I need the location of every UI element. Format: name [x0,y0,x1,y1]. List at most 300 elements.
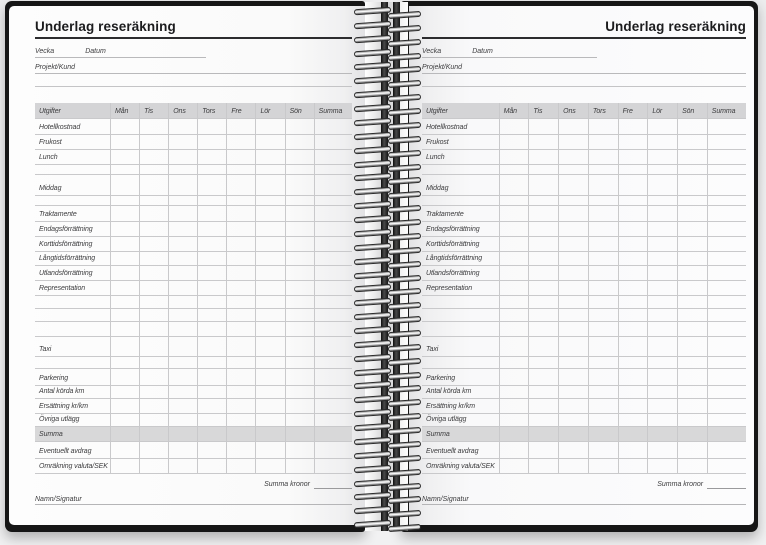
row-label: Utlandsförrättning [39,270,93,277]
day-cell [707,266,746,280]
day-cell [197,196,226,205]
spiral-wire-left [354,367,391,376]
day-cell [314,459,352,473]
spiral-wire-right [388,233,421,241]
table-row [422,459,746,474]
day-cell [168,296,197,308]
day-cell [618,135,648,149]
spiral-wire-left [354,326,391,335]
day-cell [499,222,529,236]
day-cell [314,266,352,280]
row-label-empty [35,296,110,308]
day-cell [677,150,707,164]
day-cell [707,175,746,195]
day-cell [618,237,648,251]
spiral-wire-left [354,21,391,30]
spiral-ring [351,20,425,34]
day-cell [168,281,197,295]
day-cell [197,165,226,174]
table-blank-row [35,309,352,322]
day-cell [528,357,558,368]
day-cell [647,206,677,221]
blank-writing-line [35,74,352,87]
spiral-ring [351,325,425,339]
day-cell [528,196,558,205]
row-label: Lunch [426,154,445,161]
spiral-wire-left [354,437,391,446]
day-cell [707,252,746,265]
day-cell [314,357,352,368]
day-cell [677,252,707,265]
day-cell [588,237,618,251]
day-cell [588,337,618,356]
spiral-wire-right [388,455,421,463]
spiral-wire-left [354,256,391,265]
table-header-row [35,103,352,119]
spiral-binding [351,0,425,545]
row-label-empty [35,165,110,174]
table-row [35,252,352,266]
spiral-ring [351,200,425,214]
spiral-wire-left [354,298,391,307]
table-row [422,135,746,150]
day-cell [226,266,255,280]
spiral-wire-right [388,150,421,158]
day-cell [499,165,529,174]
table-row [35,266,352,281]
day-cell [647,165,677,174]
day-cell [139,459,168,473]
spiral-wire-right [388,385,421,393]
day-cell [314,427,352,441]
day-cell [226,337,255,356]
day-cell [588,196,618,205]
day-cell [677,119,707,134]
day-cell [588,414,618,426]
day-cell [139,369,168,385]
spiral-wire-right [388,274,421,282]
spiral-wire-right [388,108,421,116]
day-cell [285,337,314,356]
day-cell [139,206,168,221]
day-cell [647,442,677,458]
spiral-ring [351,256,425,270]
day-cell [110,266,139,280]
day-cell [168,386,197,398]
spiral-wire-right [388,316,421,324]
day-cell [197,459,226,473]
spiral-wire-left [354,229,391,238]
day-cell [285,459,314,473]
day-cell [707,369,746,385]
week-date-line [35,47,206,58]
day-cell [139,135,168,149]
day-cell [588,459,618,473]
day-cell [618,196,648,205]
day-cell [314,222,352,236]
day-cell [168,266,197,280]
day-cell [255,135,284,149]
row-label: Övriga utlägg [39,416,80,423]
row-label-empty [35,322,110,336]
spiral-wire-right [388,247,421,255]
table-row [422,119,746,135]
spiral-ring [351,450,425,464]
day-cell [255,414,284,426]
day-cell [558,322,588,336]
spiral-ring [351,131,425,145]
day-cell [707,119,746,134]
day-cell [647,296,677,308]
spiral-wire-left [354,187,391,196]
day-cell [707,196,746,205]
day-cell [139,119,168,134]
day-cell [499,357,529,368]
day-cell [110,281,139,295]
day-cell [168,252,197,265]
spiral-wire-right [388,52,421,60]
row-label-empty [422,165,499,174]
table-row [422,252,746,266]
day-cell [168,119,197,134]
day-cell [677,206,707,221]
day-cell [255,427,284,441]
day-cell [707,296,746,308]
day-cell [707,150,746,164]
day-cell [618,459,648,473]
day-cell [314,165,352,174]
day-cell [168,322,197,336]
spiral-wire-right [388,524,421,532]
spiral-wire-right [388,427,421,435]
day-cell [499,135,529,149]
day-cell [139,386,168,398]
day-cell [314,337,352,356]
day-cell [618,150,648,164]
day-cell [197,357,226,368]
table-row [422,386,746,399]
day-cell [314,369,352,385]
day-cell [314,386,352,398]
spiral-ring [351,353,425,367]
spiral-wire-right [388,219,421,227]
spiral-wire-right [388,413,421,421]
day-cell [558,281,588,295]
day-cell [618,399,648,413]
table-blank-row [422,196,746,206]
row-label: Representation [39,285,86,292]
day-cell [139,281,168,295]
page-left [9,6,365,525]
day-cell [647,337,677,356]
day-cell [647,459,677,473]
day-cell [255,369,284,385]
day-cell [139,150,168,164]
day-cell [139,266,168,280]
day-cell [528,237,558,251]
spiral-ring [351,408,425,422]
day-cell [168,337,197,356]
day-cell [110,119,139,134]
day-cell [677,296,707,308]
spiral-ring [351,172,425,186]
day-cell [197,281,226,295]
day-cell [139,296,168,308]
spiral-wire-left [354,76,391,85]
day-cell [139,309,168,321]
row-label-empty [35,309,110,321]
day-cell [255,237,284,251]
day-cell [588,427,618,441]
row-label: Långtidsförrättning [426,255,483,262]
day-cell [285,357,314,368]
table-blank-row [35,196,352,206]
spiral-wire-left [354,395,391,404]
spiral-wire-right [388,358,421,366]
day-cell [647,322,677,336]
day-cell [588,165,618,174]
namn-signatur-line [422,492,746,505]
projekt-kund-line [422,63,746,74]
table-row [422,337,746,357]
day-cell [499,296,529,308]
table-blank-row [422,357,746,369]
day-cell [168,427,197,441]
row-label-empty [422,196,499,205]
spiral-wire-right [388,399,421,407]
day-cell [314,135,352,149]
day-cell [197,399,226,413]
day-cell [499,369,529,385]
page-right [409,6,754,525]
table-row [35,281,352,296]
row-label: Utlandsförrättning [426,270,480,277]
day-cell [499,150,529,164]
day-cell [618,206,648,221]
spiral-ring [351,75,425,89]
day-cell [197,266,226,280]
spiral-wire-left [354,215,391,224]
column-header: Tors [197,103,226,118]
day-cell [677,459,707,473]
column-header: Sön [285,103,314,118]
expense-table [35,103,352,474]
spiral-ring [351,311,425,325]
day-cell [528,135,558,149]
spiral-wire-right [388,371,421,379]
day-cell [255,222,284,236]
day-cell [226,281,255,295]
row-label: Eventuellt avdrag [39,448,92,455]
day-cell [168,175,197,195]
day-cell [588,442,618,458]
day-cell [110,357,139,368]
row-label: Summa [39,431,63,438]
day-cell [285,442,314,458]
vecka-label: Vecka [35,48,55,55]
day-cell [139,442,168,458]
column-header: Tis [528,103,558,118]
day-cell [255,399,284,413]
spiral-ring [351,186,425,200]
day-cell [285,135,314,149]
spiral-wire-right [388,11,421,19]
spiral-wire-left [354,201,391,210]
spiral-ring [351,145,425,159]
day-cell [226,206,255,221]
day-cell [677,281,707,295]
day-cell [168,309,197,321]
day-cell [618,165,648,174]
spiral-wire-right [388,288,421,296]
day-cell [558,175,588,195]
day-cell [558,369,588,385]
day-cell [285,369,314,385]
day-cell [647,309,677,321]
spiral-wire-left [354,353,391,362]
column-header: Utgifter [39,108,61,115]
column-header: Ons [168,103,197,118]
day-cell [255,150,284,164]
day-cell [285,222,314,236]
day-cell [226,459,255,473]
day-cell [226,237,255,251]
row-label-empty [422,322,499,336]
table-row [422,369,746,386]
day-cell [314,175,352,195]
day-cell [677,196,707,205]
spiral-wire-left [354,118,391,127]
column-header: Tors [588,103,618,118]
row-label-empty [422,309,499,321]
column-header: Tis [139,103,168,118]
table-row [35,237,352,252]
day-cell [197,442,226,458]
row-label: Frukost [39,139,62,146]
day-cell [618,337,648,356]
row-label: Lunch [39,154,58,161]
table-row [422,266,746,281]
day-cell [110,399,139,413]
row-label: Endagsförrättning [39,226,93,233]
namn-signatur-line [35,492,352,505]
day-cell [168,196,197,205]
day-cell [499,175,529,195]
day-cell [499,459,529,473]
row-label: Antal körda km [426,388,472,395]
column-header: Summa [314,103,352,118]
day-cell [558,414,588,426]
spiral-wire-right [388,482,421,490]
spiral-ring [351,380,425,394]
day-cell [168,414,197,426]
spiral-ring [351,394,425,408]
page-title: Underlag reseräkning [35,19,176,34]
day-cell [285,386,314,398]
day-cell [707,442,746,458]
table-row [35,119,352,135]
table-row [35,442,352,459]
table-row [35,175,352,196]
day-cell [285,266,314,280]
day-cell [677,399,707,413]
table-row [422,399,746,414]
day-cell [110,442,139,458]
table-row [422,414,746,427]
day-cell [255,459,284,473]
day-cell [618,414,648,426]
day-cell [168,369,197,385]
day-cell [168,237,197,251]
day-cell [499,281,529,295]
day-cell [618,266,648,280]
day-cell [139,175,168,195]
spiral-wire-left [354,132,391,141]
day-cell [707,309,746,321]
row-label: Parkering [39,375,69,382]
column-header: Utgifter [426,108,448,115]
day-cell [528,399,558,413]
day-cell [618,322,648,336]
spiral-ring [351,491,425,505]
day-cell [588,399,618,413]
day-cell [197,175,226,195]
spiral-wire-right [388,261,421,269]
day-cell [226,309,255,321]
day-cell [528,309,558,321]
table-sum-row [35,427,352,442]
spiral-ring [351,422,425,436]
day-cell [499,322,529,336]
day-cell [139,222,168,236]
spiral-wire-right [388,39,421,47]
day-cell [255,206,284,221]
day-cell [677,357,707,368]
day-cell [110,237,139,251]
summa-kronor-label: Summa kronor [657,481,704,488]
column-header: Lör [255,103,284,118]
column-header: Fre [618,103,648,118]
day-cell [707,459,746,473]
summa-kronor-writing-line [707,488,746,489]
day-cell [647,196,677,205]
spiral-ring [351,270,425,284]
day-cell [558,252,588,265]
day-cell [618,427,648,441]
table-blank-row [422,309,746,322]
day-cell [528,165,558,174]
table-row [422,175,746,196]
spiral-wire-right [388,510,421,518]
day-cell [558,165,588,174]
column-header: Ons [558,103,588,118]
row-label: Korttidsförrättning [39,241,93,248]
day-cell [110,222,139,236]
day-cell [499,252,529,265]
day-cell [226,357,255,368]
day-cell [168,165,197,174]
expense-table [422,103,746,474]
spiral-wire-right [388,191,421,199]
day-cell [110,322,139,336]
table-row [35,150,352,165]
day-cell [677,237,707,251]
day-cell [528,442,558,458]
day-cell [255,281,284,295]
row-label: Hotellkostnad [39,124,81,131]
day-cell [528,206,558,221]
spiral-wire-right [388,469,421,477]
